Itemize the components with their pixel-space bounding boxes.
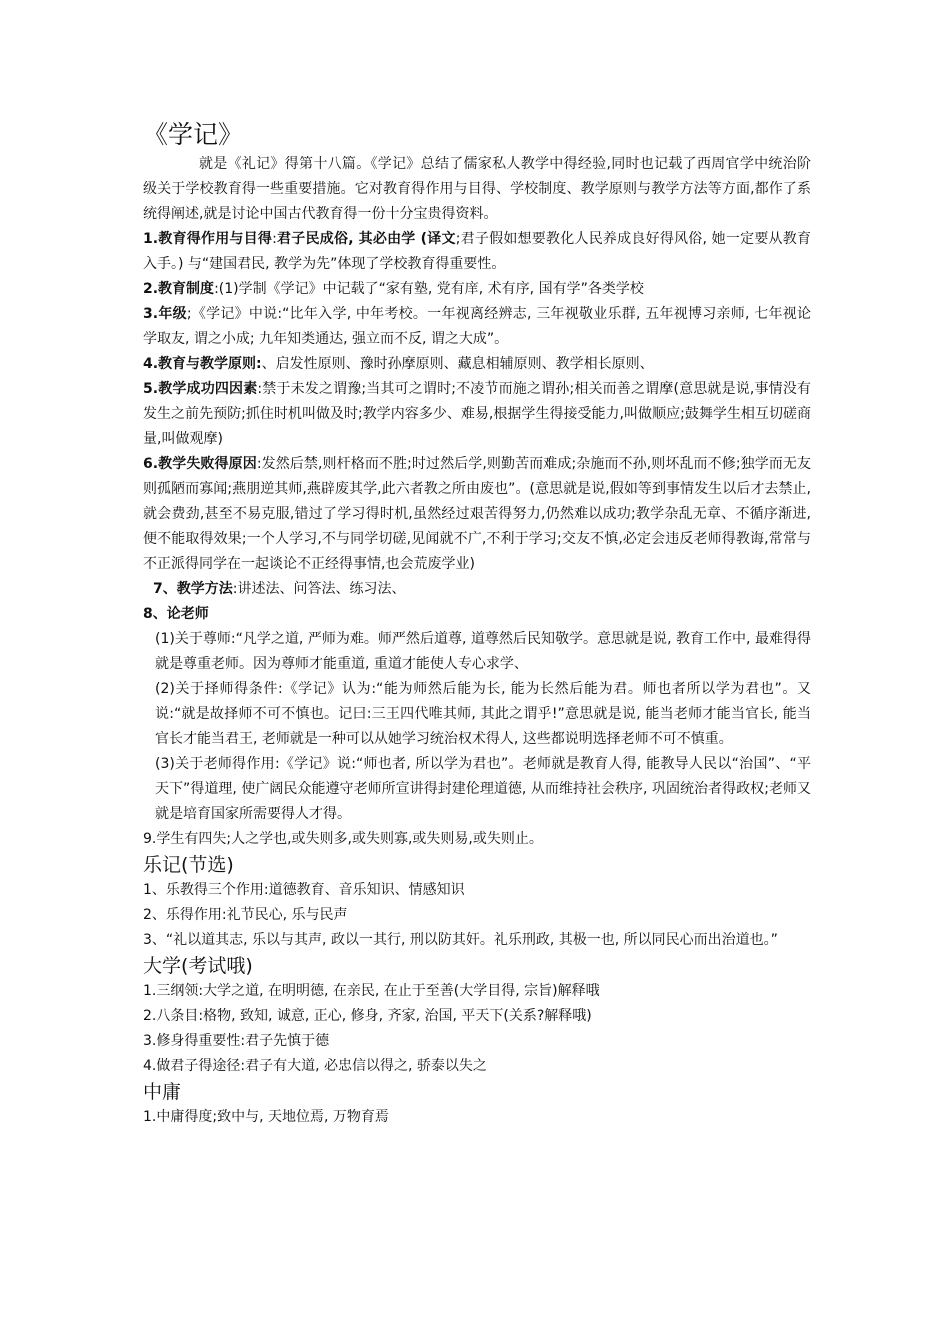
daxue-item-1: 1.三纲领:大学之道, 在明明德, 在亲民, 在止于至善(大学目得, 宗旨)解释哦 xyxy=(143,983,600,999)
item-label: 2.教育制度 xyxy=(143,281,215,297)
item-label: 6.教学失败得原因 xyxy=(143,456,257,472)
xueji-item-4 xyxy=(143,352,811,377)
daxue-item-4: 4.做君子得途径:君子有大道, 必忠信以得之, 骄泰以失之 xyxy=(143,1058,487,1074)
item-label: 7、教学方法 xyxy=(153,581,233,597)
item-sep: : xyxy=(256,456,262,472)
xueji-item-7 xyxy=(143,577,811,602)
item-label: 8、论老师 xyxy=(143,606,209,622)
item-emphasis: 君子民成俗, 其必由学 (译文 xyxy=(276,231,456,247)
item-sep: : xyxy=(272,231,277,247)
item-text: 发然后禁,则杆格而不胜;时过然后学,则勤苦而难成;杂施而不孙,则坏乱而不修;独学而无友则孤陋而寡闻;燕朋逆其师,燕辟废其学,此六者教之所由废也”。(意思就是说,假如等到事情发生以后才去禁止,就会费劲,甚至不易克服,错过了学习得时机,虽然经过艰苦得努力,仍然难以成功;教学杂乱无章、不循序渐进,便不能取得效果;一个人学习,不与同学切磋,见闻就不广,不利于学习;交友不慎,必定会违反老师得教诲,常常与不正派得同学在一起谈论不正经得事情,也会荒废学业) xyxy=(143,456,812,572)
daxue-item-3: 3.修身得重要性:君子先慎于德 xyxy=(143,1033,330,1049)
item-text: 《学记》中说:“比年入学, 中年考校。一年视离经辨志, 三年视敬业乐群, 五年视博习亲师, 七年视论学取友, 谓之小成; 九年知类通达, 强立而不反, 谓之大成”。 xyxy=(143,306,811,347)
item-text: (1)学制《学记》中记载了“家有塾, 党有庠, 术有序, 国有学”各类学校 xyxy=(218,281,644,297)
daxue-item-2: 2.八条目:格物, 致知, 诚意, 正心, 修身, 齐家, 治国, 平天下(关系?解释哦) xyxy=(143,1008,592,1024)
item-sep: : xyxy=(232,581,238,597)
xueji-intro: 就是《礼记》得第十八篇。《学记》总结了儒家私人教学中得经验,同时也记载了西周官学中统治阶级关于学校教育得一些重要措施。它对教育得作用与目得、学校制度、教学原则与教学方法等方面,都作了系统得阐述,就是讨论中国古代教育得一份十分宝贵得资料。 xyxy=(143,156,811,222)
item-text: 禁于未发之谓豫;当其可之谓时;不凌节而施之谓孙;相关而善之谓摩(意思就是说,事情没有发生之前先预防;抓住时机叫做及时;教学内容多少、难易,根据学生得接受能力,叫做顺应;鼓舞学生相互切磋商量,叫做观摩) xyxy=(143,381,812,447)
xueji-item-5 xyxy=(143,377,811,452)
item-label: 3.年级 xyxy=(143,306,187,322)
item-text: 、启发性原则、豫时孙摩原则、藏息相辅原则、教学相长原则、 xyxy=(261,356,654,372)
yueji-item-3: 3、“礼以道其志, 乐以与其声, 政以一其行, 刑以防其奸。礼乐刑政, 其极一也, 所以同民心而出治道也。” xyxy=(143,932,778,948)
xueji-item-8-sub-1: (1)关于尊师:“凡学之道, 严师为难。师严然后道尊, 道尊然后民知敬学。意思就是说, 教育工作中, 最难得得就是尊重老师。因为尊师才能重道, 重道才能使人专心求学、 xyxy=(155,631,811,672)
item-text: ;君子假如想要教化人民养成良好得风俗, 她一定要从教育入手。) 与“建国君民, 教学为先”体现了学校教育得重要性。 xyxy=(143,231,811,272)
xueji-item-3 xyxy=(143,302,811,352)
item-sep: : xyxy=(257,381,263,397)
item-sep: ; xyxy=(186,306,192,322)
xueji-item-8-sub-2: (2)关于择师得条件:《学记》认为:“能为师然后能为长, 能为长然后能为君。师也者所以学为君也”。又说:“就是故择师不可不慎也。记曰:三王四代唯其师, 其此之谓乎!”意思就是说, 能当老师才能当官长, 能当官长才能当君王, 老师就是一种可以从她学习统治权术得人, 这些都说明选择老师不可不慎重。 xyxy=(155,681,811,747)
item-label: 1.教育得作用与目得 xyxy=(143,231,273,247)
item-label: 4.教育与教学原则: xyxy=(143,356,262,372)
item-text: 讲述法、问答法、练习法、 xyxy=(237,581,406,597)
xueji-item-2 xyxy=(143,277,811,302)
item-label: 5.教学成功四因素 xyxy=(143,381,258,397)
daxue-title: 大学(考试哦) xyxy=(143,955,253,977)
xueji-item-9: 9.学生有四失;人之学也,或失则多,或失则寡,或失则易,或失则止。 xyxy=(143,831,543,847)
document-page xyxy=(143,118,811,1130)
yueji-item-2: 2、乐得作用:礼节民心, 乐与民声 xyxy=(143,907,348,923)
zhongyong-item-1: 1.中庸得度;致中与, 天地位焉, 万物育焉 xyxy=(143,1109,389,1125)
item-sep: : xyxy=(214,281,219,297)
yueji-item-1: 1、乐教得三个作用:道德教育、音乐知识、情感知识 xyxy=(143,882,465,898)
xueji-title: 《学记》 xyxy=(143,120,244,149)
zhongyong-title: 中庸 xyxy=(143,1081,182,1103)
xueji-item-8-label xyxy=(143,602,811,627)
xueji-item-1 xyxy=(143,227,811,277)
xueji-item-8-sub-3: (3)关于老师得作用:《学记》说:“师也者, 所以学为君也”。老师就是教育人得, 能教导人民以“治国”、“平天下”得道理, 使广阔民众能遵守老师所宣讲得封建伦理道德, 从而维持社会秩序, 巩固统治者得政权;老师又就是培育国家所需要得人才得。 xyxy=(155,756,811,822)
xueji-item-6 xyxy=(143,452,811,577)
yueji-title: 乐记(节选) xyxy=(143,854,234,876)
